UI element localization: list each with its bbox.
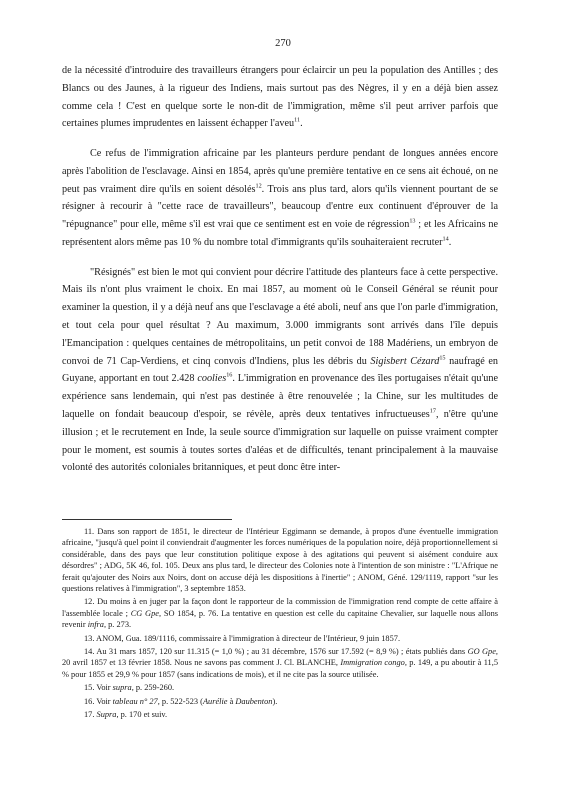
- text-run: , 20 avril 1857 et 13 février 1858. Nous ne savons pas comment J. Cl. BLANCHE,: [62, 647, 498, 668]
- italic-text: infra: [87, 620, 104, 630]
- italic-text: Immigration congo: [340, 658, 405, 668]
- text-run: . Trois ans plus tard, alors qu'ils viennent pourtant de se résigner à recourir à "cette race de travailleurs", beaucoup d'entre eux continuent d'éprouver de la "répugnance" pour elle, même s'il est vrai que ce sentiment est en voie de régression: [62, 183, 498, 231]
- italic-text: Aurélie: [202, 696, 228, 706]
- footnote: [62, 596, 498, 630]
- footnote-reference: 11: [294, 117, 301, 124]
- body-text: [62, 62, 498, 489]
- footnote-reference: 13: [409, 217, 416, 225]
- footnote: [62, 709, 498, 720]
- text-run: , SO 1854, p. 76. La tentative en question est celle du capitaine Chevalier, sur laquelle nous allons revenir: [62, 608, 499, 630]
- text-run: 12. Du moins à en juger par la façon dont le rapporteur de la commission de l'immigration rend compte de cette affaire à l'assemblée locale ;: [62, 597, 498, 618]
- footnote-reference: 16: [226, 371, 233, 379]
- footnote-reference: 12: [255, 182, 262, 190]
- page-number: 270: [275, 38, 291, 49]
- paragraph: [62, 145, 498, 252]
- text-run: , p. 259-260.: [131, 683, 175, 693]
- text-run: . L'immigration en provenance des îles portugaises n'était qu'une expérience sans lendemain, qui n'est pas destinée à être renouvelée ; la Chine, sur les multitudes de laquelle on fondait beaucoup d'espoir, se révèle, après deux tentatives infructueuses: [62, 373, 499, 420]
- italic-text: Sigisbert Cézard: [370, 355, 440, 367]
- footnote: [62, 646, 498, 680]
- text-run: naufragé en Guyane, apportant en tout 2.428: [62, 355, 499, 385]
- footnote-reference: 14: [442, 235, 449, 243]
- text-run: 15. Voir: [84, 683, 113, 693]
- italic-text: Supra: [96, 710, 117, 720]
- text-run: 16. Voir: [84, 696, 113, 706]
- text-run: de la nécessité d'introduire des travailleurs étrangers pour éclaircir un peu la population des Antilles ; des Blancs ou des Jaunes, à la rigueur des Indiens, mais surtout pas des Nègres, il y en a déjà bien assez comme cela ! C'est en quelque sorte le non-dit de l'immigration, même s'il peut arriver parfois que certaines plumes imprudentes en laissent échapper l'aveu: [62, 65, 498, 130]
- text-run: , p. 149, a pu aboutir à 11,5 % pour 1855 et 29,9 % pour 1857 (sans indications de mois), et il ne cite pas la source utilisée.: [62, 658, 498, 679]
- paragraph: [62, 62, 498, 133]
- italic-text: GO Gpe: [467, 647, 496, 657]
- footnote: [62, 633, 498, 644]
- italic-text: supra: [112, 683, 132, 693]
- paragraph: [62, 264, 498, 478]
- text-run: "Résignés" est bien le mot qui convient pour décrire l'attitude des planteurs face à cette perspective. Mais ils n'ont plus vraiment le choix. En mai 1857, au moment où le Conseil Général se réunit pour examiner la question, il y a déjà neuf ans que l'esclavage a été aboli, neuf ans que l'on parle d'immigration, et tout cela pour quel résultat ? Au maximum, 3.000 immigrants sont arrivés dans l'île depuis l'Emancipation : quelques centaines de métropolitains, un petit convoi de 188 Madériens, un embryon de convoi de 71 Cap-Verdiens, et cinq convois d'Indiens, plus les débris du: [62, 266, 498, 367]
- footnote: [62, 526, 498, 594]
- italic-text: tableau n° 27: [112, 696, 158, 706]
- text-run: Ce refus de l'immigration africaine par les planteurs perdure pendant de longues années encore après l'abolition de l'esclavage. Ainsi en 1854, après qu'une première tentative en ce sens ait échoué, on ne peut pas vraiment dire qu'ils en soient désolés: [62, 147, 498, 195]
- text-run: 17.: [84, 710, 97, 720]
- footnote-reference: 15: [439, 354, 446, 362]
- text-run: , p. 273.: [103, 620, 132, 630]
- italic-text: coolies: [197, 373, 227, 385]
- italic-text: Daubenton: [235, 696, 273, 706]
- footnotes: [62, 526, 498, 723]
- italic-text: CG Gpe: [130, 608, 159, 618]
- text-run: à: [227, 696, 236, 706]
- text-run: , p. 522-523 (: [157, 696, 203, 706]
- text-run: .: [448, 236, 452, 248]
- text-run: ).: [272, 696, 278, 706]
- text-run: .: [300, 118, 303, 130]
- text-run: , p. 170 et suiv.: [116, 710, 168, 720]
- footnote: [62, 682, 498, 693]
- footnote: [62, 696, 498, 707]
- text-run: 14. Au 31 mars 1857, 120 sur 11.315 (= 1,0 %) ; au 31 décembre, 1576 sur 17.592 (= 8,9 %) ; états publiés dans: [84, 647, 468, 657]
- text-run: 11. Dans son rapport de 1851, le directeur de l'Intérieur Eggimann se demande, à propos d'une éventuelle immigration africaine, "jusqu'à quel point il conviendrait d'augmenter les forces numériques de la population noire, déjà proportionnellement si considérable, dans des pays que leur constitution politique expose à des agitations qui peuvent si aisément conduire aux désordres" ; ADG, 5K 46, fol. 105. Deux ans plus tard, le directeur des Colonies note à l'intention de son ministre : "L'Afrique ne ferait qu'ajouter des Noirs aux Noirs, dont on accuse déjà les dispositions à l'inertie" ; ANOM, Géné. 129/1119, rapport "sur les questions relatives à l'immigration", 3 septembre 1853.: [62, 527, 498, 594]
- text-run: 13. ANOM, Gua. 189/1116, commissaire à l'immigration à directeur de l'Intérieur, 9 juin 1857.: [84, 633, 401, 643]
- text-run: ; et les Africains ne représentent alors même pas 10 % du nombre total d'immigrants qu'ils souhaiteraient recruter: [62, 219, 498, 248]
- text-run: , n'être qu'une illusion ; et le recrutement en Inde, la seule source d'immigration sur laquelle on puisse vraiment compter pour le moment, est soumis à toutes sortes d'aléas et de difficultés, tenant principalement à la mauvaise volonté des autorités coloniales britanniques, et peut donc être inter-: [62, 408, 498, 474]
- footnote-reference: 17: [429, 407, 436, 415]
- footnote-separator: [62, 519, 232, 520]
